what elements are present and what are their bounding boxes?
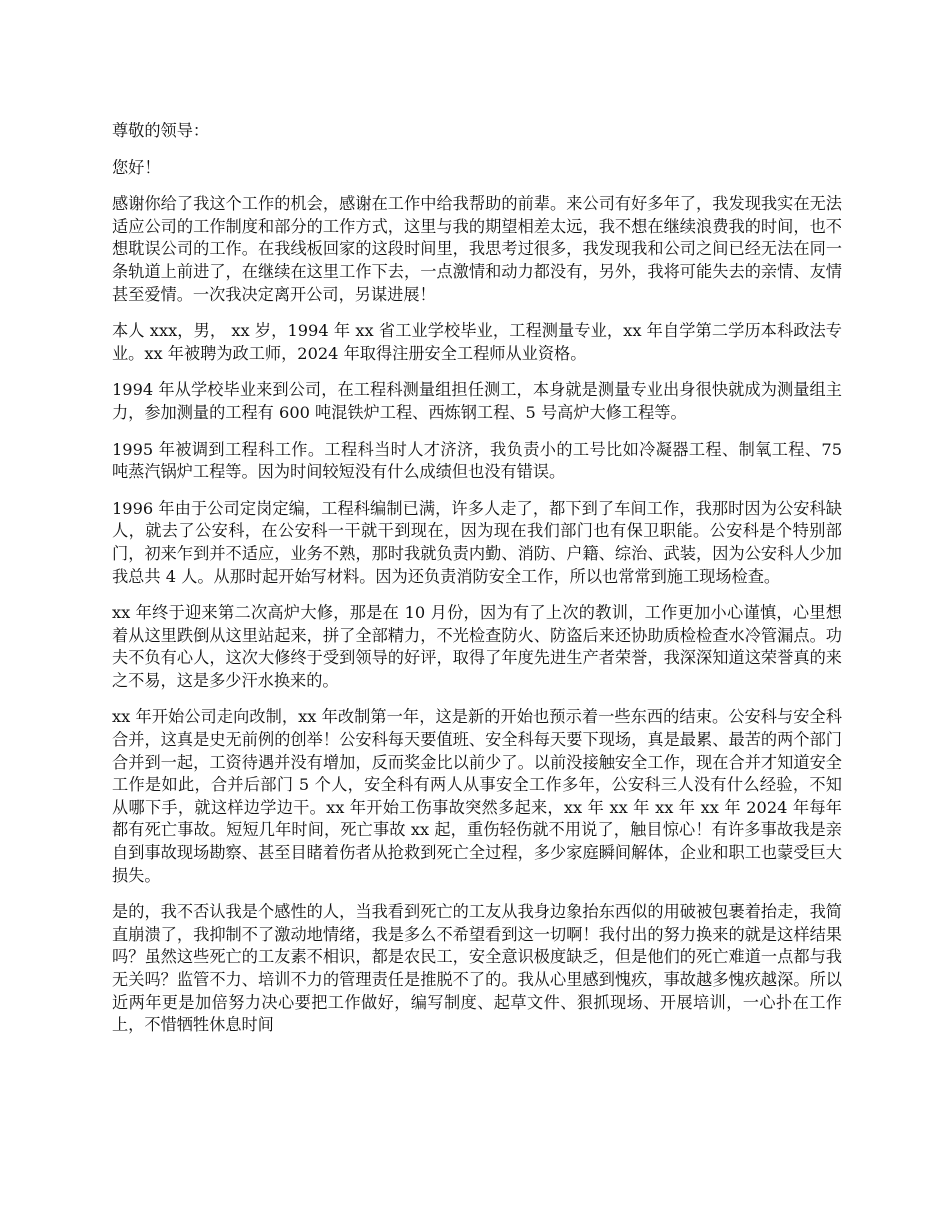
paragraph-reflection: 是的，我不否认我是个感性的人，当我看到死亡的工友从我身边象抬东西似的用破被包裹着抬走，我简直崩溃了，我抑制不了激动地情绪，我是多么不希望看到这一切啊！我付出的努力换来的就是这样结果吗？虽然这些死亡的工友素不相识，都是农民工，安全意识极度缺乏，但是他们的死亡难道一点都与我无关吗？监管不力、培训不力的管理责任是推脱不了的。我从心里感到愧疚，事故越多愧疚越深。所以近两年更是加倍努力决心要把工作做好，编写制度、起草文件、狠抓现场、开展培训，一心扑在工作上，不惜牺牲休息时间: [112, 902, 842, 1035]
paragraph-blast-furnace-overhaul: xx 年终于迎来第二次高炉大修，那是在 10 月份，因为有了上次的教训，工作更加小心谨慎，心里想着从这里跌倒从这里站起来，拼了全部精力，不光检查防火、防盗后来还协助质检检查水冷管漏点。功夫不负有心人，这次大修终于受到领导的好评，取得了年度先进生产者荣誉，我深深知道这荣誉真的来之不易，这是多少汗水换来的。: [112, 603, 842, 690]
paragraph-1995: 1995 年被调到工程科工作。工程科当时人才济济，我负责小的工号比如冷凝器工程、制氧工程、75 吨蒸汽锅炉工程等。因为时间较短没有什么成绩但也没有错误。: [112, 439, 842, 482]
paragraph-restructuring: xx 年开始公司走向改制，xx 年改制第一年，这是新的开始也预示着一些东西的结束。公安科与安全科合并，这真是史无前例的创举！公安科每天要值班、安全科每天要下现场，真是最累、最苦的两个部门合并到一起，工资待遇并没有增加，反而奖金比以前少了。以前没接触安全工作，现在合并才知道安全工作是如此，合并后部门 5 个人，安全科有两人从事安全工作多年，公安科三人没有什么经验，不知从哪下手，就这样边学边干。xx 年开始工伤事故突然多起来，xx 年 xx 年 xx 年 xx 年 2024 年每年都有死亡事故。短短几年时间，死亡事故 xx 起，重伤轻伤就不用说了，触目惊心！有许多事故我是亲自到事故现场勘察、甚至目睹着伤者从抢救到死亡全过程，多少家庭瞬间解体，企业和职工也蒙受巨大损失。: [112, 707, 842, 885]
paragraph-1996: 1996 年由于公司定岗定编，工程科编制已满，许多人走了，都下到了车间工作，我那时因为公安科缺人，就去了公安科，在公安科一干就干到现在，因为现在我们部门也有保卫职能。公安科是个特别部门，初来乍到并不适应，业务不熟，那时我就负责内勤、消防、户籍、综治、武装，因为公安科人少加我总共 4 人。从那时起开始写材料。因为还负责消防安全工作，所以也常常到施工现场检查。: [112, 498, 842, 586]
paragraph-thanks: 感谢你给了我这个工作的机会，感谢在工作中给我帮助的前辈。来公司有好多年了，我发现我实在无法适应公司的工作制度和部分的工作方式，这里与我的期望相差太远，我不想在继续浪费我的时间，也不想耽误公司的工作。在我线板回家的这段时间里，我思考过很多，我发现我和公司之间已经无法在同一条轨道上前进了，在继续在这里工作下去，一点激情和动力都没有，另外，我将可能失去的亲情、友情甚至爱情。一次我决定离开公司，另谋进展！: [112, 194, 842, 304]
paragraph-personal-info: 本人 xxx，男， xx 岁，1994 年 xx 省工业学校毕业，工程测量专业，xx 年自学第二学历本科政法专业。xx 年被聘为政工师，2024 年取得注册安全工程师从业资格。: [112, 321, 842, 363]
paragraph-1994: 1994 年从学校毕业来到公司，在工程科测量组担任测工，本身就是测量专业出身很快就成为测量组主力，参加测量的工程有 600 吨混铁炉工程、西炼钢工程、5 号高炉大修工程等。: [112, 380, 842, 422]
letter-body: [112, 120, 842, 1051]
greeting: 您好！: [112, 157, 161, 177]
salutation: 尊敬的领导：: [112, 121, 210, 140]
